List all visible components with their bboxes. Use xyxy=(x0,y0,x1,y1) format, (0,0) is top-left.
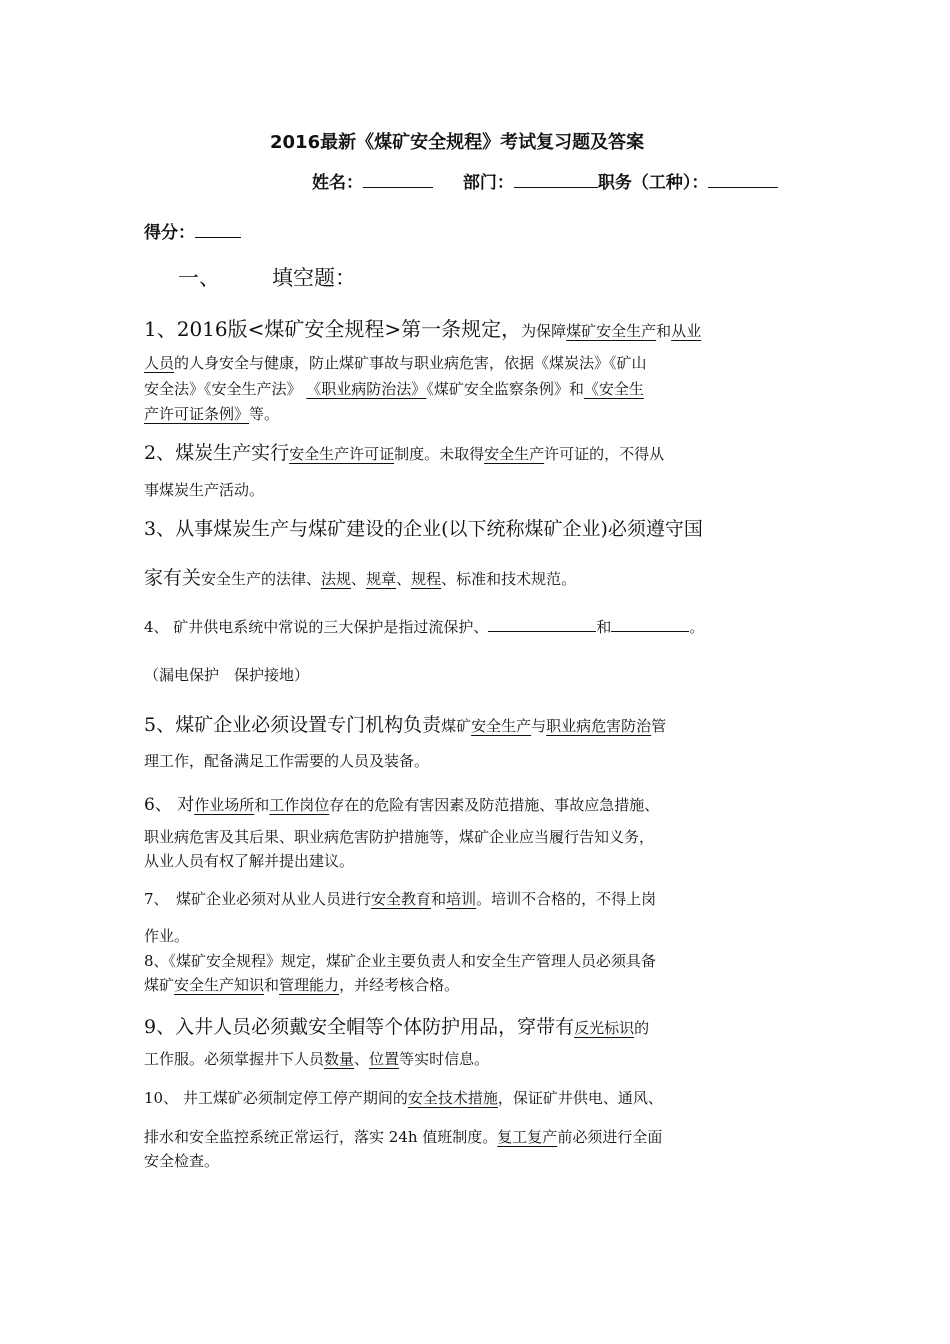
dept-blank[interactable] xyxy=(514,170,598,188)
job-blank[interactable] xyxy=(708,170,778,188)
q2-line-1: 2、煤炭生产实行安全生产许可证制度。未取得安全生产许可证的，不得从 xyxy=(144,442,665,464)
q6-line-3: 从业人员有权了解并提出建议。 xyxy=(144,852,355,870)
q9-line-2: 工作服。必须掌握井下人员数量、位置等实时信息。 xyxy=(144,1050,490,1068)
q1-answer-1: 煤矿安全生产 xyxy=(566,322,657,340)
score-label: 得分： xyxy=(144,223,195,243)
dept-label: 部门： xyxy=(462,173,514,193)
q1-line-2: 人员的人身安全与健康，防止煤矿事故与职业病危害，依据《煤炭法》《矿山 xyxy=(144,354,647,372)
q1-line-3: 安全法》《安全生产法》 《职业病防治法》《煤矿安全监察条例》和《安全生 xyxy=(144,380,644,398)
q10-line-1: 10、 井工煤矿必须制定停工停产期间的安全技术措施，保证矿井供电、通风、 xyxy=(144,1089,663,1107)
q2-line-2: 事煤炭生产活动。 xyxy=(144,481,265,499)
q6-line-2: 职业病危害及其后果、职业病危害防护措施等，煤矿企业应当履行告知义务， xyxy=(144,828,655,846)
q1-answer-2: 从业 xyxy=(671,322,702,340)
section-number: 一、 xyxy=(178,266,220,290)
job-label: 职务（工种）： xyxy=(597,173,709,193)
q1-line-4: 产许可证条例》等。 xyxy=(144,405,280,423)
section-title: 填空题： xyxy=(272,266,356,290)
q4-line-1: 4、 矿井供电系统中常说的三大保护是指过流保护、 和 。 xyxy=(144,618,705,636)
q10-line-3: 安全检查。 xyxy=(144,1152,220,1170)
q8-line-1: 8、《煤矿安全规程》规定，煤矿企业主要负责人和安全生产管理人员必须具备 xyxy=(144,952,657,970)
header-fields xyxy=(312,168,778,193)
q9-line-1: 9、入井人员必须戴安全帽等个体防护用品，穿带有反光标识的 xyxy=(144,1016,650,1038)
q7-line-2: 作业。 xyxy=(144,927,190,945)
page-title: 2016最新《煤矿安全规程》考试复习题及答案 xyxy=(270,132,645,153)
q4-blank-2[interactable] xyxy=(611,616,689,632)
q5-line-1: 5、煤矿企业必须设置专门机构负责煤矿安全生产与职业病危害防治管 xyxy=(144,714,667,736)
q1-line-1: 1、2016版<煤矿安全规程>第一条规定，为保障煤矿安全生产和从业 xyxy=(144,317,702,341)
q4-blank-1[interactable] xyxy=(488,616,596,632)
q6-line-1: 6、 对作业场所和工作岗位存在的危险有害因素及防范措施、事故应急措施、 xyxy=(144,795,660,815)
q8-line-2: 煤矿安全生产知识和管理能力，并经考核合格。 xyxy=(144,976,460,994)
q3-line-2: 家有关安全生产的法律、法规、规章、规程、标准和技术规范。 xyxy=(144,567,577,589)
score-field xyxy=(144,218,241,243)
score-blank[interactable] xyxy=(195,220,241,238)
q5-line-2: 理工作，配备满足工作需要的人员及装备。 xyxy=(144,752,430,770)
section-heading xyxy=(178,262,356,292)
q10-line-2: 排水和安全监控系统正常运行，落实 24h 值班制度。复工复产前必须进行全面 xyxy=(144,1128,663,1146)
name-label: 姓名： xyxy=(312,173,363,193)
q7-line-1: 7、 煤矿企业必须对从业人员进行安全教育和培训。培训不合格的，不得上岗 xyxy=(144,890,657,908)
q3-line-1: 3、从事煤炭生产与煤矿建设的企业(以下统称煤矿企业)必须遵守国 xyxy=(144,518,703,540)
name-blank[interactable] xyxy=(363,170,433,188)
q4-answer: （漏电保护 保护接地） xyxy=(144,666,310,684)
